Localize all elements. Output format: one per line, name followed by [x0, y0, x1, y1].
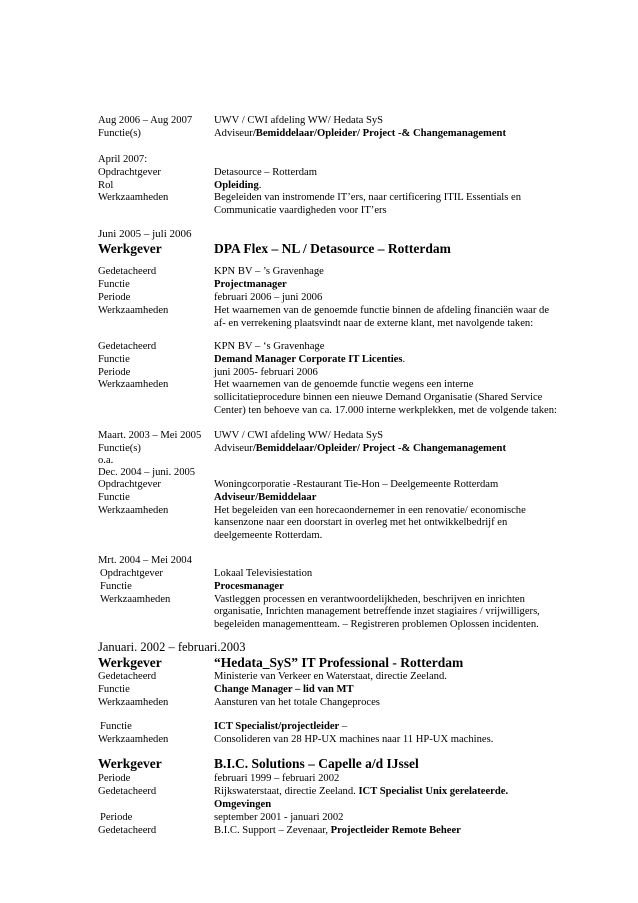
field-label: Functie — [98, 492, 130, 503]
row-value — [214, 166, 317, 179]
function-title: Change Manager – lid van MT — [214, 684, 354, 695]
assignment-client: KPN BV – ’s Gravenhage — [214, 266, 324, 277]
row-gedetacheerd — [0, 824, 638, 837]
organisation-name: UWV / CWI afdeling WW/ Hedata SyS — [214, 115, 384, 126]
punctuation: . — [402, 354, 406, 365]
field-label: Functie(s) — [98, 443, 141, 454]
row-period — [0, 429, 638, 442]
employer-name: “Hedata_SyS” IT Professional - Rotterdam — [214, 655, 464, 670]
row-continuation — [0, 317, 638, 330]
row-functie — [0, 720, 638, 733]
row-period — [0, 153, 638, 166]
period-value: februari 1999 – februari 2002 — [214, 773, 340, 784]
work-description: sollicitatieprocedure binnen een nieuwe Demand Organisatie (Shared Service — [214, 392, 543, 403]
row-employer-heading — [0, 756, 638, 772]
row-value — [214, 491, 316, 504]
row-value — [214, 824, 461, 837]
function-title: Adviseur/Bemiddelaar — [214, 492, 317, 503]
assignment-client: B.I.C. Support – Zevenaar, — [214, 825, 331, 836]
row-functie — [0, 278, 638, 291]
row-gedetacheerd — [0, 265, 638, 278]
function-prefix: Adviseur — [214, 128, 253, 139]
row-continuation — [0, 391, 638, 404]
field-label: Functie — [98, 354, 130, 365]
field-label: Functie — [100, 581, 132, 592]
period-date: Maart. 2003 – Mei 2005 — [98, 430, 202, 441]
field-label: Periode — [98, 773, 131, 784]
row-opdrachtgever — [0, 166, 638, 179]
row-continuation — [0, 516, 638, 529]
row-continuation — [0, 529, 638, 542]
work-description: Consolideren van 28 HP-UX machines naar 11 HP-UX machines. — [214, 734, 494, 745]
field-label: Gedetacheerd — [98, 341, 157, 352]
field-label: Functie(s) — [98, 128, 141, 139]
row-period — [0, 554, 638, 567]
row-gedetacheerd — [0, 785, 638, 798]
punctuation: . — [258, 180, 262, 191]
field-label: Werkzaamheden — [98, 697, 169, 708]
period-date: Mrt. 2004 – Mei 2004 — [98, 555, 192, 566]
field-label: Werkzaamheden — [98, 379, 169, 390]
field-label: Opdrachtgever — [100, 568, 163, 579]
row-value — [214, 529, 322, 542]
client-name: Lokaal Televisiestation — [214, 568, 313, 579]
row-value — [214, 317, 533, 330]
field-label: Gedetacheerd — [98, 786, 157, 797]
row-value — [214, 265, 324, 278]
row-value — [214, 391, 542, 404]
assignment-client: Ministerie van Verkeer en Waterstaat, directie Zeeland. — [214, 671, 447, 682]
row-periode — [0, 291, 638, 304]
row-value — [214, 304, 549, 317]
period-value: juni 2005- februari 2006 — [214, 367, 318, 378]
work-description: deelgemeente Rotterdam. — [214, 530, 323, 541]
function-prefix: Adviseur — [214, 443, 253, 454]
employer-heading-label: Werkgever — [98, 655, 162, 670]
employer-heading-label: Werkgever — [98, 241, 162, 256]
function-title: Procesmanager — [214, 581, 284, 592]
row-continuation — [0, 404, 638, 417]
period-value: februari 2006 – juni 2006 — [214, 292, 323, 303]
function-title: ICT Specialist Unix gerelateerde. — [358, 786, 509, 797]
work-description: Het begeleiden van een horecaondernemer in een renovatie/ economische — [214, 505, 526, 516]
function-title: Projectleider Remote Beheer — [330, 825, 461, 836]
field-label: Gedetacheerd — [98, 825, 157, 836]
row-value — [214, 733, 493, 746]
field-label: Functie — [98, 684, 130, 695]
punctuation: – — [339, 721, 348, 732]
row-value — [214, 655, 463, 671]
function-title: Demand Manager Corporate IT Licenties — [214, 354, 403, 365]
field-label: Werkzaamheden — [98, 192, 169, 203]
field-label: Functie — [98, 279, 130, 290]
row-value — [214, 204, 387, 217]
row-opdrachtgever — [0, 478, 638, 491]
row-periode — [0, 772, 638, 785]
work-description: Center) ten behoeve van ca. 17.000 interne werkplekken, met de volgende taken: — [214, 405, 557, 416]
assignment-client: KPN BV – ‘s Gravenhage — [214, 341, 325, 352]
function-title: Omgevingen — [214, 799, 272, 810]
field-label: Rol — [98, 180, 114, 191]
row-value — [214, 127, 506, 140]
row-continuation — [0, 798, 638, 811]
row-value — [214, 278, 287, 291]
row-value — [214, 404, 557, 417]
period-date: Juni 2005 – juli 2006 — [98, 228, 192, 240]
work-description: begeleiden managementteam. – Registreren problemen Oplossen incidenten. — [214, 619, 539, 630]
row-gedetacheerd — [0, 670, 638, 683]
work-description: organisatie, Inrichten management betreffende inzet stagiaires / vrijwilligers, — [214, 606, 540, 617]
row-functie — [0, 580, 638, 593]
row-value — [214, 580, 284, 593]
period-value: september 2001 - januari 2002 — [214, 812, 344, 823]
row-value — [214, 785, 508, 798]
row-continuation — [0, 605, 638, 618]
period-date: Dec. 2004 – juni. 2005 — [98, 467, 196, 478]
row-value — [214, 241, 451, 257]
employer-name: B.I.C. Solutions – Capelle a/d IJssel — [214, 756, 419, 771]
row-value — [214, 478, 498, 491]
row-value — [214, 720, 347, 733]
row-continuation — [0, 204, 638, 217]
field-label: Werkzaamheden — [100, 594, 171, 605]
row-functies — [0, 127, 638, 140]
row-werkzaamheden — [0, 733, 638, 746]
field-label: Opdrachtgever — [98, 479, 161, 490]
row-value — [214, 670, 447, 683]
work-description: Aansturen van het totale Changeproces — [214, 697, 380, 708]
field-label: Opdrachtgever — [98, 167, 161, 178]
row-period — [0, 228, 638, 241]
work-description: Het waarnemen van de genoemde functie wegens een interne — [214, 379, 474, 390]
client-name: Woningcorporatie -Restaurant Tie-Hon – Deelgemeente Rotterdam — [214, 479, 499, 490]
field-label: Periode — [98, 292, 131, 303]
client-name: Detasource – Rotterdam — [214, 167, 317, 178]
field-label: Gedetacheerd — [98, 671, 157, 682]
row-value — [214, 756, 419, 772]
period-date: April 2007: — [98, 154, 148, 165]
row-value — [214, 683, 354, 696]
row-period — [0, 114, 638, 127]
field-label: Werkzaamheden — [98, 505, 169, 516]
row-functie — [0, 491, 638, 504]
field-label: Periode — [100, 812, 133, 823]
row-value — [214, 353, 405, 366]
field-label: Functie — [100, 721, 132, 732]
work-description: Begeleiden van instromende IT’ers, naar certificering ITIL Essentials en — [214, 192, 521, 203]
function-title: ICT Specialist/projectleider — [214, 721, 340, 732]
row-value — [214, 340, 324, 353]
employer-heading-label: Werkgever — [98, 756, 162, 771]
row-value — [214, 114, 383, 127]
field-label: Periode — [98, 367, 131, 378]
period-date: Januari. 2002 – februari.2003 — [98, 640, 246, 654]
row-werkzaamheden — [0, 304, 638, 317]
note-label: o.a. — [98, 455, 114, 466]
organisation-name: UWV / CWI afdeling WW/ Hedata SyS — [214, 430, 384, 441]
work-description: Het waarnemen van de genoemde functie binnen de afdeling financiën waar de — [214, 305, 550, 316]
row-opdrachtgever — [0, 567, 638, 580]
row-value — [214, 811, 343, 824]
row-value — [214, 516, 507, 529]
work-description: af- en verrekening plaatsvindt naar de externe klant, met navolgende taken: — [214, 318, 534, 329]
row-employer-heading — [0, 655, 638, 671]
row-period — [0, 640, 638, 654]
period-date: Aug 2006 – Aug 2007 — [98, 115, 193, 126]
role-title: Opleiding — [214, 180, 259, 191]
work-description: Communicatie vaardigheden voor IT’ers — [214, 205, 387, 216]
row-value — [214, 798, 271, 811]
row-werkzaamheden — [0, 378, 638, 391]
row-gedetacheerd — [0, 340, 638, 353]
row-functie — [0, 353, 638, 366]
row-periode — [0, 811, 638, 824]
row-value — [214, 191, 521, 204]
row-value — [214, 696, 380, 709]
assignment-client: Rijkswaterstaat, directie Zeeland. — [214, 786, 359, 797]
function-title: Projectmanager — [214, 279, 287, 290]
function-title: /Bemiddelaar/Opleider/ Project -& Changemanagement — [252, 443, 506, 454]
work-description: Vastleggen processen en verantwoordelijkheden, beschrijven en inrichten — [214, 594, 525, 605]
field-label: Gedetacheerd — [98, 266, 157, 277]
row-continuation — [0, 618, 638, 631]
employer-name: DPA Flex – NL / Detasource – Rotterdam — [214, 241, 451, 256]
row-value — [214, 378, 473, 391]
row-value — [214, 291, 322, 304]
row-value — [214, 605, 540, 618]
row-value — [214, 429, 383, 442]
row-werkzaamheden — [0, 696, 638, 709]
work-description: kansenzone naar een doorstart in overleg met het ontwikkelbedrijf en — [214, 517, 508, 528]
row-value — [214, 567, 312, 580]
function-title: /Bemiddelaar/Opleider/ Project -& Changemanagement — [252, 128, 506, 139]
row-employer-heading — [0, 241, 638, 257]
field-label: Werkzaamheden — [98, 305, 169, 316]
field-label: Werkzaamheden — [98, 734, 169, 745]
row-value — [214, 772, 339, 785]
row-value — [214, 618, 539, 631]
row-functie — [0, 683, 638, 696]
row-werkzaamheden — [0, 191, 638, 204]
